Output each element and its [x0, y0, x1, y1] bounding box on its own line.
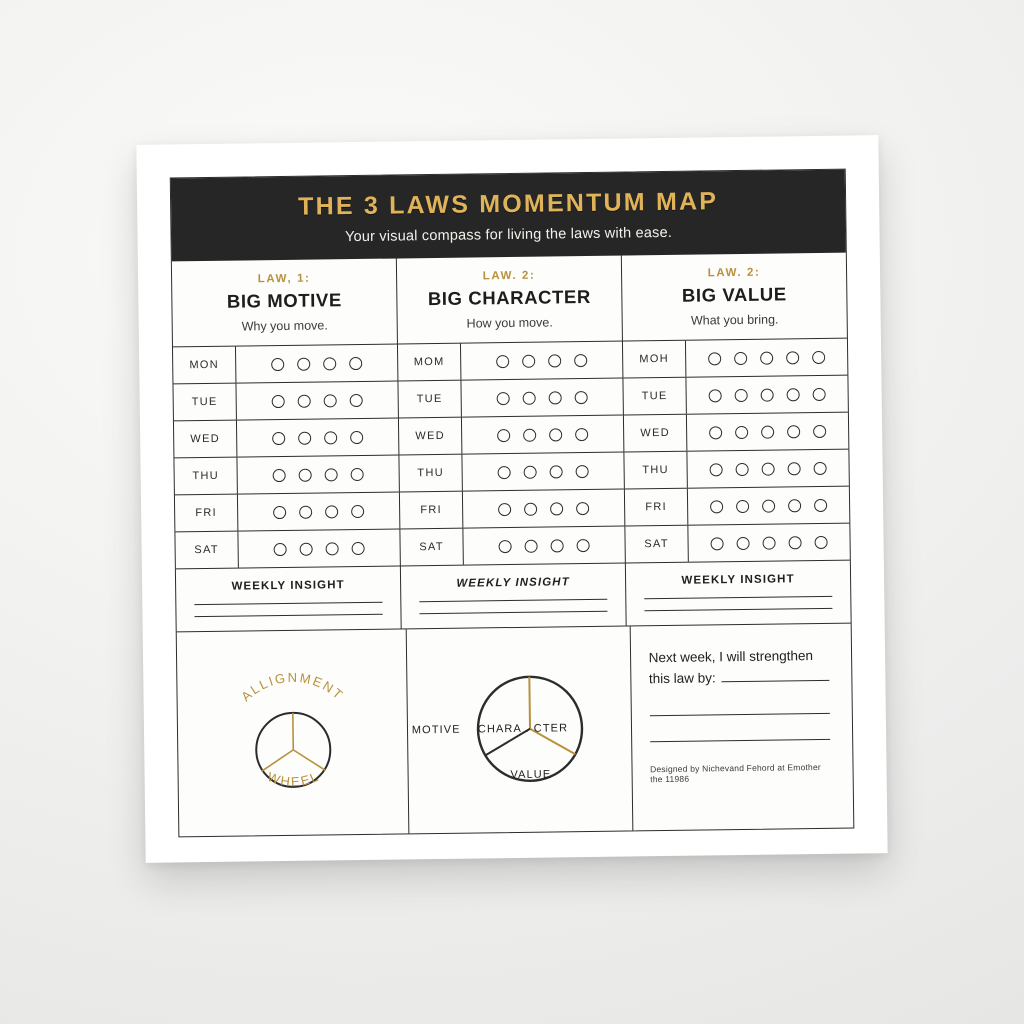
tracker-row: [623, 376, 847, 416]
tracker-dot[interactable]: [298, 394, 311, 407]
tracker-dot[interactable]: [522, 354, 535, 367]
tracker-row: [173, 344, 397, 384]
law-subtitle: What you bring.: [690, 312, 779, 328]
tracker-dot[interactable]: [762, 462, 775, 475]
write-line[interactable]: [722, 667, 830, 682]
tracker-dot[interactable]: [549, 391, 562, 404]
tracker-dot[interactable]: [788, 462, 801, 475]
tracker-row: [174, 418, 398, 458]
tracker-dot[interactable]: [762, 499, 775, 512]
alignment-wheel-graphic: [192, 657, 394, 810]
tracker-dot[interactable]: [325, 505, 338, 518]
law-column-1: [172, 258, 398, 346]
tracker-dot[interactable]: [497, 429, 510, 442]
write-line[interactable]: [194, 602, 382, 605]
tracker-dot[interactable]: [576, 501, 589, 514]
tracker-dot[interactable]: [574, 354, 587, 367]
alignment-wheel-panel: [177, 629, 410, 836]
tracker-dots: [461, 342, 622, 380]
tracker-dot[interactable]: [299, 468, 312, 481]
law-subtitle: How you move.: [466, 315, 553, 331]
weekly-insight-label: WEEKLY INSIGHT: [456, 576, 570, 590]
next-week-panel: [630, 624, 853, 831]
day-label: MOM: [398, 344, 461, 381]
weekly-insight-1: [176, 566, 402, 631]
day-label: MOH: [623, 341, 686, 378]
tracker-dot[interactable]: [760, 351, 773, 364]
tracker-dots: [463, 490, 624, 528]
tracker-dot[interactable]: [710, 500, 723, 513]
tracker-dot[interactable]: [297, 357, 310, 370]
tracker-column-3: [623, 339, 850, 563]
printed-card: [136, 135, 887, 863]
tracker-row: [398, 379, 622, 419]
tracker-dot[interactable]: [549, 428, 562, 441]
day-label: TUE: [398, 381, 461, 418]
tracker-dot[interactable]: [271, 357, 284, 370]
pie-label-value: VALUE: [510, 768, 552, 781]
footer-panels: [177, 624, 854, 837]
tracker-dot[interactable]: [325, 468, 338, 481]
three-laws-pie-panel: [407, 626, 633, 833]
tracker-dots: [237, 455, 398, 493]
tracker-dot[interactable]: [351, 467, 364, 480]
tracker-dot[interactable]: [761, 425, 774, 438]
law-subtitle: Why you move.: [241, 318, 328, 334]
tracker-dot[interactable]: [300, 542, 313, 555]
tracker-dot[interactable]: [814, 498, 827, 511]
day-label: WED: [399, 418, 462, 455]
tracker-dot[interactable]: [324, 394, 337, 407]
tracker-dot[interactable]: [299, 505, 312, 518]
page-title: THE 3 LAWS MOMENTUM MAP: [297, 187, 719, 221]
alignment-wheel-top-label: ALLIGNMENT: [237, 669, 347, 705]
tracker-row: [399, 453, 623, 493]
tracker-dot[interactable]: [551, 539, 564, 552]
tracker-dot[interactable]: [550, 465, 563, 478]
tracker-row: [624, 413, 848, 453]
next-week-line-2: this law by:: [648, 670, 716, 687]
law-title: BIG CHARACTER: [427, 285, 591, 310]
write-line[interactable]: [419, 599, 607, 602]
tracker-dot[interactable]: [298, 431, 311, 444]
weekly-insight-label: WEEKLY INSIGHT: [231, 579, 345, 593]
tracker-dot[interactable]: [576, 464, 589, 477]
tracker-dot[interactable]: [709, 426, 722, 439]
tracker-dot[interactable]: [496, 355, 509, 368]
tracker-dot[interactable]: [349, 356, 362, 369]
day-label: THU: [399, 455, 462, 492]
tracker-dot[interactable]: [350, 430, 363, 443]
tracker-dots: [462, 416, 623, 454]
day-label: WED: [624, 415, 687, 452]
tracker-dots: [688, 524, 849, 562]
worksheet-header: [171, 170, 846, 262]
tracker-dot[interactable]: [524, 465, 537, 478]
tracker-dot[interactable]: [525, 539, 538, 552]
write-line[interactable]: [419, 611, 607, 614]
tracker-dots: [686, 339, 847, 377]
day-label: SAT: [175, 532, 238, 569]
tracker-dots: [237, 418, 398, 456]
credit-text: Designed by Nichevand Fehord at Emother the 11986: [650, 761, 821, 785]
tracker-row: [173, 381, 397, 421]
tracker-row: [400, 490, 624, 530]
write-line[interactable]: [644, 596, 832, 599]
habit-tracker-grid: [173, 339, 850, 569]
pie-label-character: CHARA . CTER: [477, 721, 569, 735]
worksheet-sheet: [170, 169, 855, 838]
tracker-row: [175, 492, 399, 532]
tracker-dot[interactable]: [575, 427, 588, 440]
tracker-dot[interactable]: [497, 392, 510, 405]
tracker-dots: [461, 379, 622, 417]
tracker-dots: [236, 381, 397, 419]
tracker-dot[interactable]: [273, 468, 286, 481]
tracker-dot[interactable]: [789, 536, 802, 549]
tracker-dots: [238, 492, 399, 530]
alignment-wheel: [192, 657, 394, 810]
tracker-dot[interactable]: [272, 431, 285, 444]
weekly-insight-row: [176, 560, 851, 633]
tracker-dots: [688, 487, 849, 525]
tracker-row: [399, 416, 623, 456]
day-label: SAT: [625, 526, 688, 563]
tracker-dot[interactable]: [711, 537, 724, 550]
tracker-dot[interactable]: [735, 388, 748, 401]
tracker-dot[interactable]: [323, 357, 336, 370]
tracker-dot[interactable]: [524, 502, 537, 515]
tracker-dot[interactable]: [736, 462, 749, 475]
tracker-dot[interactable]: [577, 538, 590, 551]
write-line[interactable]: [644, 608, 832, 611]
tracker-dots: [462, 453, 623, 491]
tracker-dot[interactable]: [575, 391, 588, 404]
day-label: TUE: [173, 384, 236, 421]
law-titles-row: [172, 253, 847, 348]
tracker-column-1: [173, 344, 401, 568]
tracker-dot[interactable]: [813, 424, 826, 437]
law-title: BIG MOTIVE: [226, 289, 342, 312]
tracker-dot[interactable]: [498, 503, 511, 516]
alignment-wheel-bottom-label: WHEEL: [265, 768, 322, 790]
tracker-dot[interactable]: [326, 542, 339, 555]
day-label: FRI: [625, 489, 688, 526]
next-week-prompt: [649, 646, 830, 690]
tracker-dot[interactable]: [274, 542, 287, 555]
tracker-row: [174, 455, 398, 495]
tracker-dot[interactable]: [761, 388, 774, 401]
tracker-dots: [687, 450, 848, 488]
tracker-dot[interactable]: [736, 499, 749, 512]
tracker-dot[interactable]: [788, 499, 801, 512]
write-line[interactable]: [649, 712, 829, 716]
tracker-dot[interactable]: [735, 425, 748, 438]
tracker-dot[interactable]: [815, 535, 828, 548]
tracker-column-2: [398, 342, 626, 566]
write-line[interactable]: [195, 614, 383, 617]
write-line[interactable]: [650, 738, 830, 742]
tracker-dot[interactable]: [763, 536, 776, 549]
tracker-dot[interactable]: [350, 393, 363, 406]
tracker-dot[interactable]: [708, 352, 721, 365]
tracker-dot[interactable]: [813, 387, 826, 400]
tracker-dots: [236, 344, 397, 382]
tracker-dot[interactable]: [710, 463, 723, 476]
day-label: SAT: [400, 529, 463, 566]
tracker-dot[interactable]: [812, 350, 825, 363]
tracker-dot[interactable]: [523, 391, 536, 404]
day-label: THU: [624, 452, 687, 489]
law-kicker: LAW. 2:: [482, 269, 536, 283]
day-label: MON: [173, 347, 236, 384]
tracker-dot[interactable]: [498, 466, 511, 479]
weekly-insight-label: WEEKLY INSIGHT: [681, 573, 795, 587]
tracker-dot[interactable]: [499, 540, 512, 553]
three-laws-pie: [411, 661, 628, 799]
tracker-dots: [463, 527, 624, 565]
tracker-row: [175, 529, 399, 568]
weekly-insight-3: [626, 561, 851, 626]
tracker-dot[interactable]: [273, 505, 286, 518]
weekly-insight-2: [401, 564, 627, 629]
tracker-dot[interactable]: [787, 425, 800, 438]
tracker-dots: [686, 376, 847, 414]
tracker-dot[interactable]: [548, 354, 561, 367]
tracker-dot[interactable]: [709, 389, 722, 402]
tracker-dot[interactable]: [352, 541, 365, 554]
law-column-2: [397, 256, 623, 344]
tracker-row: [625, 524, 849, 563]
law-kicker: LAW. 2:: [707, 266, 761, 280]
tracker-dot[interactable]: [550, 502, 563, 515]
tracker-row: [398, 342, 622, 382]
tracker-dots: [687, 413, 848, 451]
day-label: FRI: [175, 495, 238, 532]
tracker-dot[interactable]: [272, 394, 285, 407]
day-label: FRI: [400, 492, 463, 529]
tracker-row: [623, 339, 847, 379]
tracker-row: [625, 487, 849, 527]
law-column-3: [622, 253, 847, 341]
tracker-row: [400, 527, 624, 566]
tracker-dot[interactable]: [523, 428, 536, 441]
tracker-dot[interactable]: [786, 351, 799, 364]
page-subtitle: Your visual compass for living the laws with ease.: [344, 224, 673, 246]
tracker-dot[interactable]: [737, 536, 750, 549]
day-label: TUE: [623, 378, 686, 415]
tracker-row: [624, 450, 848, 490]
tracker-dots: [238, 529, 399, 567]
day-label: WED: [174, 421, 237, 458]
tracker-dot[interactable]: [734, 351, 747, 364]
tracker-dot[interactable]: [351, 504, 364, 517]
tracker-dot[interactable]: [787, 388, 800, 401]
day-label: THU: [174, 458, 237, 495]
next-week-line-1: Next week, I will strengthen: [648, 648, 814, 666]
law-kicker: LAW, 1:: [257, 272, 311, 286]
pie-label-motive: MOTIVE: [411, 723, 461, 736]
law-title: BIG VALUE: [681, 283, 787, 306]
tracker-dot[interactable]: [814, 461, 827, 474]
tracker-dot[interactable]: [324, 431, 337, 444]
